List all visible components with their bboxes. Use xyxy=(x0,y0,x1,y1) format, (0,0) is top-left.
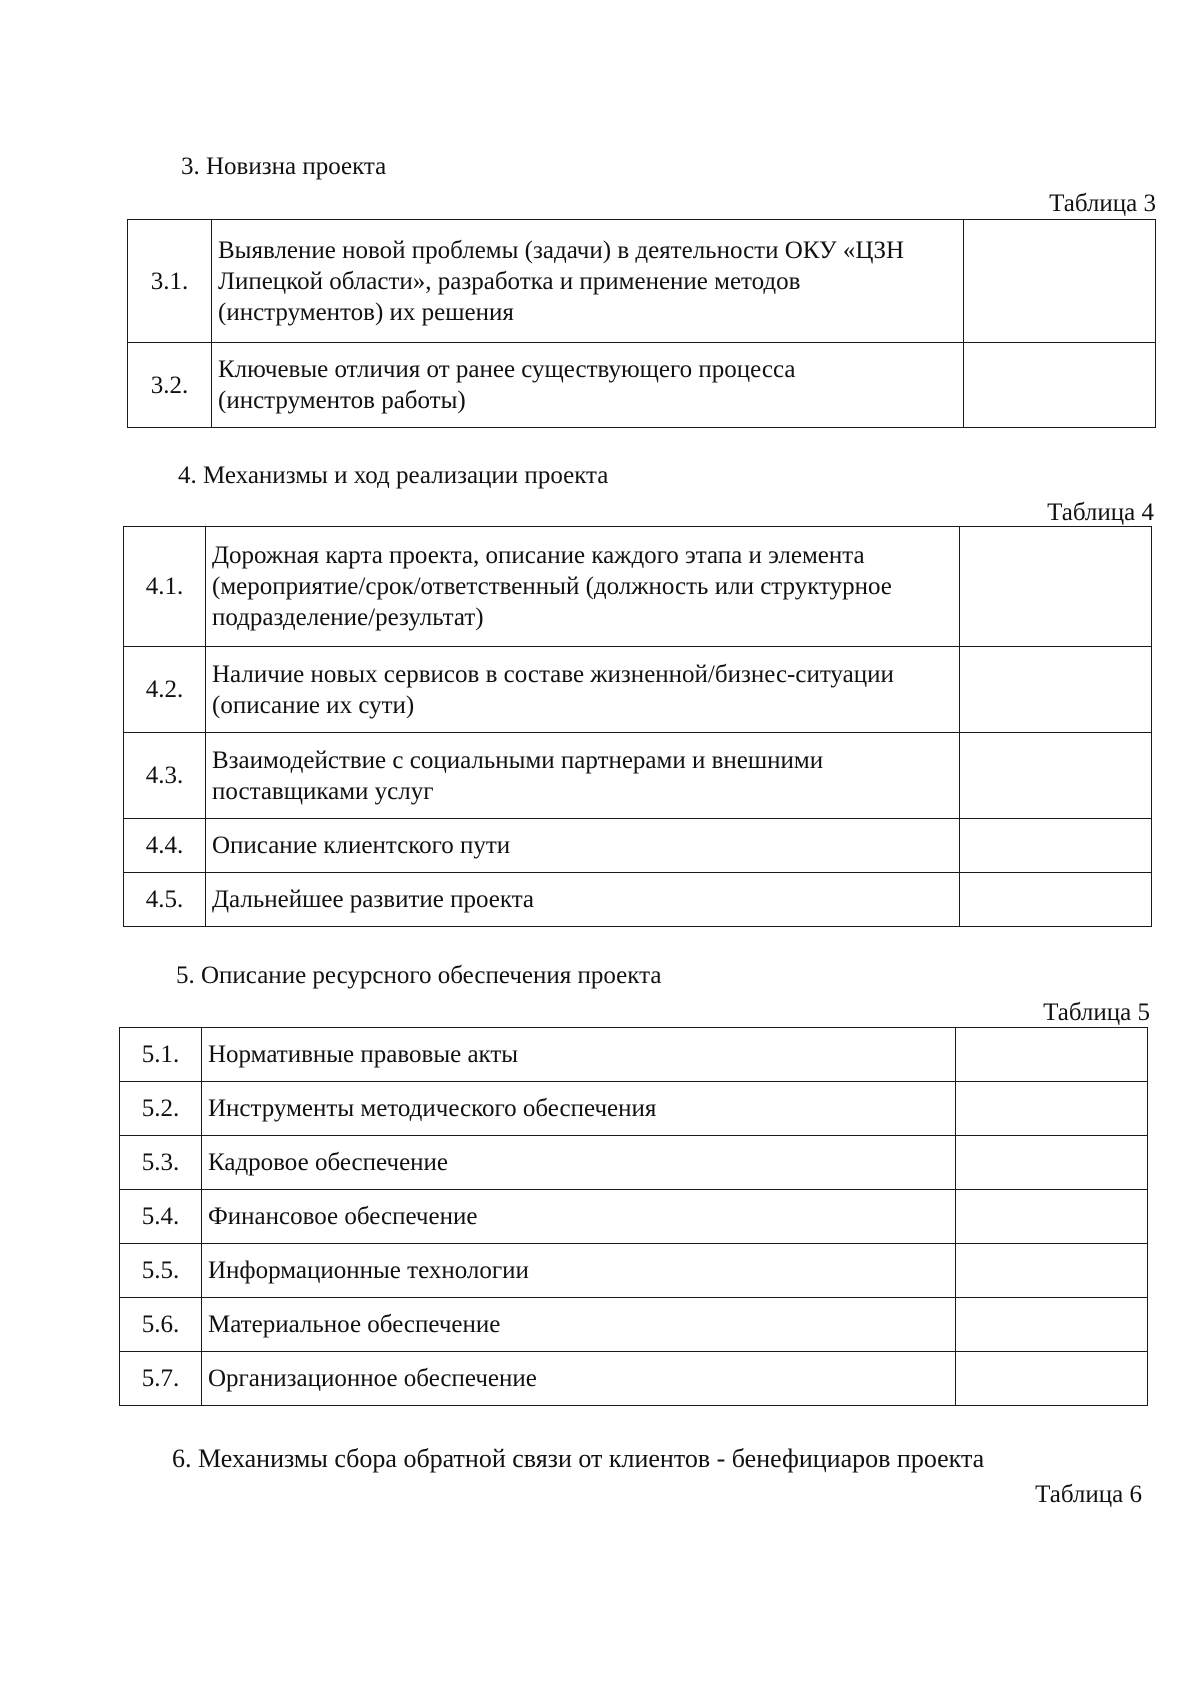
row-number: 4.3. xyxy=(124,733,206,819)
table-3 xyxy=(127,219,1156,428)
row-description: Описание клиентского пути xyxy=(206,819,960,873)
row-value-cell[interactable] xyxy=(956,1082,1148,1136)
table-row xyxy=(124,873,1152,927)
row-number: 5.1. xyxy=(120,1028,202,1082)
row-description: Нормативные правовые акты xyxy=(202,1028,956,1082)
row-value-cell[interactable] xyxy=(960,527,1152,647)
row-value-cell[interactable] xyxy=(956,1136,1148,1190)
row-description: Организационное обеспечение xyxy=(202,1352,956,1406)
row-number: 4.1. xyxy=(124,527,206,647)
table-row xyxy=(120,1136,1148,1190)
row-value-cell[interactable] xyxy=(956,1244,1148,1298)
table-row xyxy=(120,1082,1148,1136)
row-description: Инструменты методического обеспечения xyxy=(202,1082,956,1136)
table-4 xyxy=(123,526,1152,927)
table-5 xyxy=(119,1027,1148,1406)
table-row xyxy=(120,1244,1148,1298)
row-number: 4.5. xyxy=(124,873,206,927)
table-3-label: Таблица 3 xyxy=(1049,190,1156,217)
row-description: Взаимодействие с социальными партнерами и внешними поставщиками услуг xyxy=(206,733,960,819)
row-number: 5.4. xyxy=(120,1190,202,1244)
table-4-label: Таблица 4 xyxy=(1047,499,1154,526)
row-description: Кадровое обеспечение xyxy=(202,1136,956,1190)
section-5-heading: 5. Описание ресурсного обеспечения проекта xyxy=(176,962,662,989)
row-value-cell[interactable] xyxy=(960,647,1152,733)
row-number: 5.2. xyxy=(120,1082,202,1136)
table-row xyxy=(124,647,1152,733)
row-number: 5.7. xyxy=(120,1352,202,1406)
row-value-cell[interactable] xyxy=(964,220,1156,343)
row-description: Выявление новой проблемы (задачи) в деятельности ОКУ «ЦЗН Липецкой области», разработка и применение методов (инструментов) их решения xyxy=(212,220,964,343)
table-5-label: Таблица 5 xyxy=(1043,999,1150,1026)
row-description: Информационные технологии xyxy=(202,1244,956,1298)
row-value-cell[interactable] xyxy=(960,873,1152,927)
row-description: Финансовое обеспечение xyxy=(202,1190,956,1244)
table-row xyxy=(128,220,1156,343)
row-value-cell[interactable] xyxy=(956,1298,1148,1352)
table-row xyxy=(124,819,1152,873)
row-number: 4.2. xyxy=(124,647,206,733)
table-6-label: Таблица 6 xyxy=(1035,1481,1142,1508)
table-row xyxy=(124,527,1152,647)
row-value-cell[interactable] xyxy=(964,343,1156,428)
row-value-cell[interactable] xyxy=(960,733,1152,819)
section-3-heading: 3. Новизна проекта xyxy=(181,153,387,180)
row-description: Дорожная карта проекта, описание каждого этапа и элемента (мероприятие/срок/ответственный (должность или структурное подразделение/результат) xyxy=(206,527,960,647)
table-row xyxy=(120,1298,1148,1352)
row-number: 3.1. xyxy=(128,220,212,343)
row-description: Материальное обеспечение xyxy=(202,1298,956,1352)
row-description: Ключевые отличия от ранее существующего процесса (инструментов работы) xyxy=(212,343,964,428)
row-number: 5.5. xyxy=(120,1244,202,1298)
table-row xyxy=(128,343,1156,428)
row-number: 5.6. xyxy=(120,1298,202,1352)
row-value-cell[interactable] xyxy=(960,819,1152,873)
table-row xyxy=(120,1190,1148,1244)
table-row xyxy=(120,1028,1148,1082)
row-value-cell[interactable] xyxy=(956,1190,1148,1244)
table-row xyxy=(120,1352,1148,1406)
table-row xyxy=(124,733,1152,819)
row-description: Наличие новых сервисов в составе жизненной/бизнес-ситуации (описание их сути) xyxy=(206,647,960,733)
section-4-heading: 4. Механизмы и ход реализации проекта xyxy=(178,462,609,489)
row-value-cell[interactable] xyxy=(956,1028,1148,1082)
section-6-heading: 6. Механизмы сбора обратной связи от клиентов - бенефициаров проекта xyxy=(172,1444,985,1473)
row-number: 3.2. xyxy=(128,343,212,428)
row-number: 5.3. xyxy=(120,1136,202,1190)
row-value-cell[interactable] xyxy=(956,1352,1148,1406)
row-number: 4.4. xyxy=(124,819,206,873)
row-description: Дальнейшее развитие проекта xyxy=(206,873,960,927)
